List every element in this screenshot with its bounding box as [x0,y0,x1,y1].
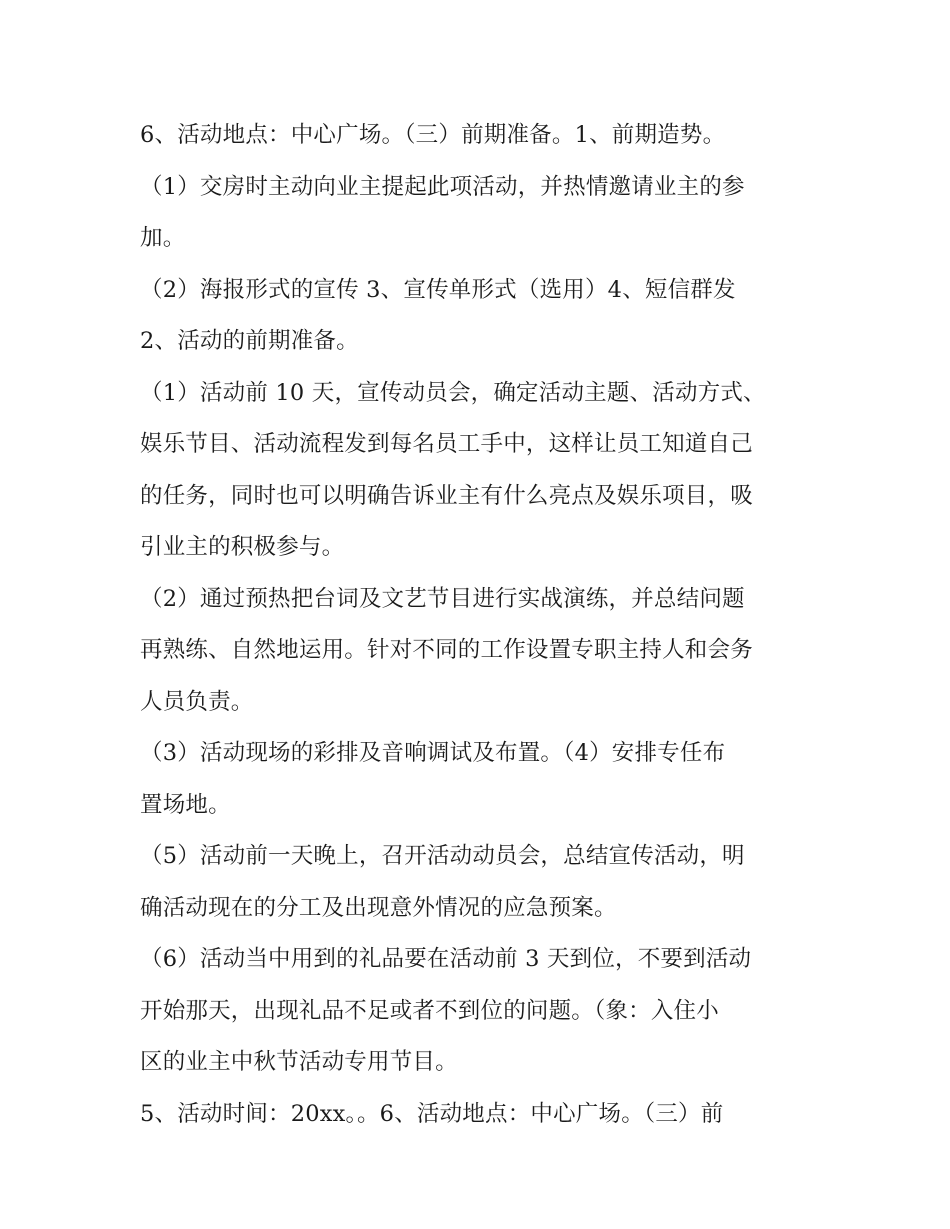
text-line: 确活动现在的分工及出现意外情况的应急预案。 [140,894,617,921]
text-line: 引业主的积极参与。 [140,534,345,560]
text-line: （6）活动当中用到的礼品要在活动前 3 天到位，不要到活动 [140,946,752,972]
text-line: （1）活动前 10 天，宣传动员会，确定活动主题、活动方式、 [140,379,766,406]
text-line: 开始那天，出现礼品不足或者不到位的问题。（象：入住小 [140,997,719,1024]
text-line: 置场地。 [140,791,231,818]
text-line: （5）活动前一天晚上，召开活动动员会，总结宣传活动，明 [140,843,745,869]
text-line: 人员负责。 [140,688,254,715]
text-line: （1）交房时主动向业主提起此项活动，并热情邀请业主的参 [140,173,745,200]
text-line: （2）通过预热把台词及文艺节目进行实战演练，并总结问题 [140,585,745,612]
text-line: 6、活动地点：中心广场。（三）前期准备。1、前期造势。 [140,122,726,148]
text-line: 娱乐节目、活动流程发到每名员工手中，这样让员工知道自己 [140,431,753,457]
document-body [140,110,820,1140]
text-line: 2、活动的前期准备。 [140,328,359,354]
text-line: 5、活动时间：20xx。。6、活动地点：中心广场。（三）前 [140,1100,724,1127]
text-line: 加。 [140,225,186,251]
text-line: （3）活动现场的彩排及音响调试及布置。（4）安排专任布 [140,740,726,766]
text-line: 的任务，同时也可以明确告诉业主有什么亮点及娱乐项目，吸 [140,482,753,509]
text-line: 再熟练、自然地运用。针对不同的工作设置专职主持人和会务 [140,637,753,663]
text-line: （2）海报形式的宣传 3、宣传单形式（选用）4、短信群发 [140,276,736,303]
text-line: 区的业主中秋节活动专用节目。 [140,1049,458,1075]
